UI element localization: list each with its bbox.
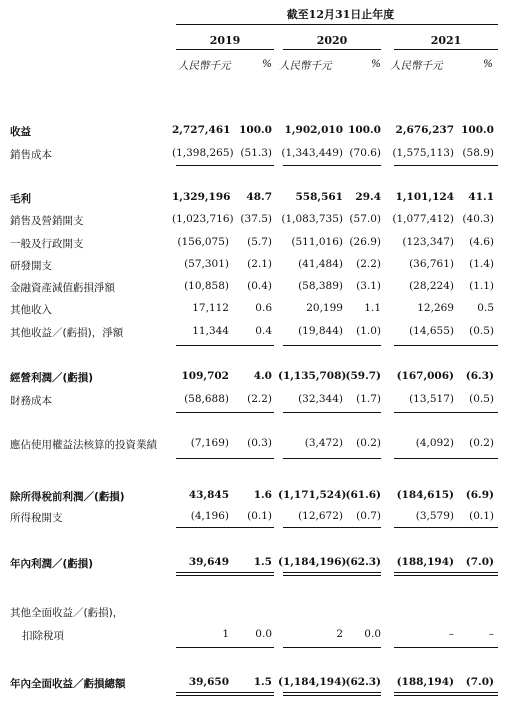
- year-2019-header: 2019: [209, 34, 241, 47]
- table-row: [0, 236, 505, 254]
- row-label: 收益: [10, 126, 31, 138]
- amount-2019-cell: 1: [222, 628, 229, 640]
- subtotal-rule: [176, 165, 274, 166]
- pct-2020-cell: (57.0): [349, 213, 381, 225]
- pct-2020-cell: 29.4: [355, 191, 381, 203]
- table-row: [0, 191, 505, 209]
- subtotal-rule: [176, 458, 274, 459]
- pct-2019-cell: 0.4: [255, 325, 272, 337]
- pct-2021-cell: 41.1: [468, 191, 494, 203]
- subtotal-rule: [283, 647, 381, 648]
- table-row: [0, 147, 505, 165]
- amount-2019-cell: (4,196): [190, 510, 229, 522]
- table-row: [0, 489, 505, 507]
- table-row: [0, 213, 505, 231]
- pct-2020-cell: (61.6): [345, 489, 381, 501]
- pct-2019-cell: 48.7: [246, 191, 272, 203]
- amount-2019-cell: (7,169): [190, 437, 229, 449]
- amount-2020-cell: (3,472): [304, 437, 343, 449]
- pct-2020-cell: (62.3): [345, 556, 381, 568]
- pct-2021-cell: (0.5): [469, 325, 494, 337]
- amount-2019-cell: (1,398,265): [172, 147, 234, 159]
- table-row: [0, 393, 505, 411]
- pct-2020-cell: (3.1): [356, 280, 381, 292]
- row-label: 銷售及營銷開支: [10, 215, 84, 227]
- pct-2020-cell: (0.2): [356, 437, 381, 449]
- subtotal-rule: [394, 647, 498, 648]
- subtotal-rule: [394, 527, 498, 528]
- row-label: 一般及行政開支: [10, 238, 84, 250]
- amount-2020-cell: (32,344): [298, 393, 343, 405]
- amount-2019-cell: (156,075): [177, 236, 229, 248]
- pct-2020-cell: (62.3): [345, 676, 381, 688]
- pct-2020-cell: 100.0: [348, 124, 381, 136]
- row-label: 除所得稅前利潤／(虧損): [10, 491, 125, 503]
- pct-2019-cell: 0.0: [255, 628, 272, 640]
- amount-2019-cell: 17,112: [192, 302, 229, 314]
- pct-2020-cell: (26.9): [349, 236, 381, 248]
- amount-2019-cell: 39,650: [188, 676, 229, 688]
- table-row: [0, 280, 505, 298]
- amount-2021-cell: (167,006): [396, 370, 454, 382]
- amount-2021-cell: (188,194): [396, 556, 454, 568]
- amount-2020-cell: (12,672): [298, 510, 343, 522]
- pct-2019-cell: (2.1): [247, 258, 272, 270]
- amount-2021-cell: (1,077,412): [392, 213, 454, 225]
- subtotal-rule: [394, 345, 498, 346]
- amount-2020-cell: (1,083,735): [281, 213, 343, 225]
- amount-2021-cell: (14,655): [409, 325, 454, 337]
- amount-2020-cell: (41,484): [298, 258, 343, 270]
- amount-2020-cell: (1,184,196): [278, 556, 347, 568]
- pct-2019-cell: 1.5: [253, 556, 272, 568]
- year-2020-underline: [283, 49, 381, 50]
- amount-2020-cell: (1,184,194): [278, 676, 347, 688]
- amount-2020-cell: 1,902,010: [284, 124, 343, 136]
- pct-2021-cell: (0.5): [469, 393, 494, 405]
- amount-2021-cell: (4,092): [415, 437, 454, 449]
- pct-2021-cell: (1.4): [469, 258, 494, 270]
- amount-2019-cell: (1,023,716): [172, 213, 234, 225]
- year-2021-underline: [394, 49, 498, 50]
- amount-2019-cell: 39,649: [188, 556, 229, 568]
- amount-2021-cell: (13,517): [409, 393, 454, 405]
- pct-2021-cell: (0.2): [469, 437, 494, 449]
- table-row: [0, 258, 505, 276]
- subtotal-rule: [283, 412, 381, 413]
- subtotal-rule: [176, 527, 274, 528]
- row-label: 銷售成本: [10, 149, 52, 161]
- pct-2020-cell: 1.1: [364, 302, 381, 314]
- amount-2021-cell: (1,575,113): [392, 147, 454, 159]
- pct-2019-cell: 4.0: [253, 370, 272, 382]
- row-label: 年內全面收益／虧損總額: [10, 678, 126, 690]
- amount-2020-cell: (511,016): [291, 236, 343, 248]
- pct-2019-cell: 0.6: [255, 302, 272, 314]
- subtotal-rule: [283, 345, 381, 346]
- amount-2021-cell: (36,761): [409, 258, 454, 270]
- pct-2021-cell: (0.1): [469, 510, 494, 522]
- total-double-rule: [176, 572, 274, 576]
- pct-2020-cell: 0.0: [364, 628, 381, 640]
- row-label: 其他收益／(虧損)，淨額: [10, 327, 124, 339]
- pct-2020-cell: (70.6): [349, 147, 381, 159]
- row-label: 應佔使用權益法核算的投資業績: [10, 439, 157, 451]
- pct-label-2021: %: [483, 58, 493, 70]
- unit-label-2019: 人民幣千元: [178, 60, 231, 72]
- amount-2019-cell: (57,301): [184, 258, 229, 270]
- pct-2019-cell: (2.2): [247, 393, 272, 405]
- amount-2021-cell: (28,224): [409, 280, 454, 292]
- pct-2020-cell: (1.7): [356, 393, 381, 405]
- pct-2019-cell: (0.1): [247, 510, 272, 522]
- amount-2021-cell: (123,347): [402, 236, 454, 248]
- unit-label-2021: 人民幣千元: [390, 60, 443, 72]
- amount-2020-cell: (1,135,708): [278, 370, 347, 382]
- unit-label-2020: 人民幣千元: [279, 60, 332, 72]
- row-label: 金融資產減值虧損淨額: [10, 282, 115, 294]
- amount-2021-cell: –: [448, 628, 454, 640]
- total-double-rule: [394, 572, 498, 576]
- row-label: 毛利: [10, 193, 31, 205]
- pct-2021-cell: (4.6): [469, 236, 494, 248]
- amount-2019-cell: 2,727,461: [172, 124, 231, 136]
- pct-2019-cell: (51.3): [240, 147, 272, 159]
- amount-2019-cell: (58,688): [184, 393, 229, 405]
- table-row: [0, 124, 505, 142]
- amount-2020-cell: (1,171,524): [278, 489, 347, 501]
- subtotal-rule: [176, 345, 274, 346]
- row-label: 其他全面收益／(虧損)，: [10, 607, 124, 619]
- subtotal-rule: [394, 412, 498, 413]
- amount-2019-cell: 43,845: [188, 489, 229, 501]
- amount-2021-cell: 1,101,124: [395, 191, 454, 203]
- amount-2021-cell: 12,269: [417, 302, 454, 314]
- pct-2020-cell: (0.7): [356, 510, 381, 522]
- total-double-rule: [176, 692, 274, 696]
- pct-2019-cell: 1.5: [253, 676, 272, 688]
- pct-2020-cell: (1.0): [356, 325, 381, 337]
- pct-label-2019: %: [262, 58, 272, 70]
- pct-2019-cell: (5.7): [247, 236, 272, 248]
- subtotal-rule: [283, 165, 381, 166]
- amount-2020-cell: (19,844): [298, 325, 343, 337]
- subtotal-rule: [176, 412, 274, 413]
- amount-2020-cell: (1,343,449): [281, 147, 343, 159]
- amount-2021-cell: 2,676,237: [395, 124, 454, 136]
- amount-2020-cell: (58,389): [298, 280, 343, 292]
- table-row: [0, 628, 505, 646]
- pct-2021-cell: (40.3): [462, 213, 494, 225]
- table-row: [0, 370, 505, 388]
- pct-2019-cell: 100.0: [239, 124, 272, 136]
- pct-2020-cell: (59.7): [345, 370, 381, 382]
- pct-2020-cell: (2.2): [356, 258, 381, 270]
- subtotal-rule: [394, 458, 498, 459]
- pct-label-2020: %: [371, 58, 381, 70]
- amount-2020-cell: 20,199: [306, 302, 343, 314]
- table-row: [0, 510, 505, 528]
- row-label: 年內利潤／(虧損): [10, 558, 94, 570]
- amount-2019-cell: 109,702: [181, 370, 229, 382]
- pct-2021-cell: –: [488, 628, 494, 640]
- pct-2021-cell: (7.0): [465, 676, 494, 688]
- row-label: 其他收入: [10, 304, 52, 316]
- pct-2019-cell: (0.3): [247, 437, 272, 449]
- row-label: 研發開支: [10, 260, 52, 272]
- pct-2021-cell: (58.9): [462, 147, 494, 159]
- pct-2021-cell: (6.3): [465, 370, 494, 382]
- pct-2019-cell: 1.6: [253, 489, 272, 501]
- table-row: [0, 302, 505, 320]
- amount-2020-cell: 2: [336, 628, 343, 640]
- amount-2021-cell: (3,579): [415, 510, 454, 522]
- row-label: 所得稅開支: [10, 512, 63, 524]
- amount-2019-cell: 1,329,196: [172, 191, 231, 203]
- amount-2019-cell: (10,858): [184, 280, 229, 292]
- pct-2021-cell: (7.0): [465, 556, 494, 568]
- pct-2019-cell: (37.5): [240, 213, 272, 225]
- amount-2021-cell: (188,194): [396, 676, 454, 688]
- subtotal-rule: [283, 527, 381, 528]
- subtotal-rule: [394, 165, 498, 166]
- table-row: [0, 325, 505, 343]
- pct-2021-cell: (1.1): [469, 280, 494, 292]
- pct-2019-cell: (0.4): [247, 280, 272, 292]
- amount-2020-cell: 558,561: [295, 191, 343, 203]
- row-label: 財務成本: [10, 395, 52, 407]
- year-2021-header: 2021: [430, 34, 462, 47]
- amount-2019-cell: 11,344: [192, 325, 229, 337]
- row-label: 經營利潤／(虧損): [10, 372, 94, 384]
- total-double-rule: [283, 572, 381, 576]
- pct-2021-cell: (6.9): [465, 489, 494, 501]
- year-2019-underline: [176, 49, 274, 50]
- period-underline: [176, 24, 498, 25]
- total-double-rule: [394, 692, 498, 696]
- year-2020-header: 2020: [316, 34, 348, 47]
- period-header: 截至12月31日止年度: [286, 8, 395, 21]
- subtotal-rule: [283, 458, 381, 459]
- row-label: 扣除稅項: [22, 630, 64, 642]
- amount-2021-cell: (184,615): [396, 489, 454, 501]
- subtotal-rule: [176, 647, 274, 648]
- pct-2021-cell: 100.0: [461, 124, 494, 136]
- pct-2021-cell: 0.5: [477, 302, 494, 314]
- total-double-rule: [283, 692, 381, 696]
- table-row: [0, 437, 505, 455]
- table-row: [0, 605, 505, 623]
